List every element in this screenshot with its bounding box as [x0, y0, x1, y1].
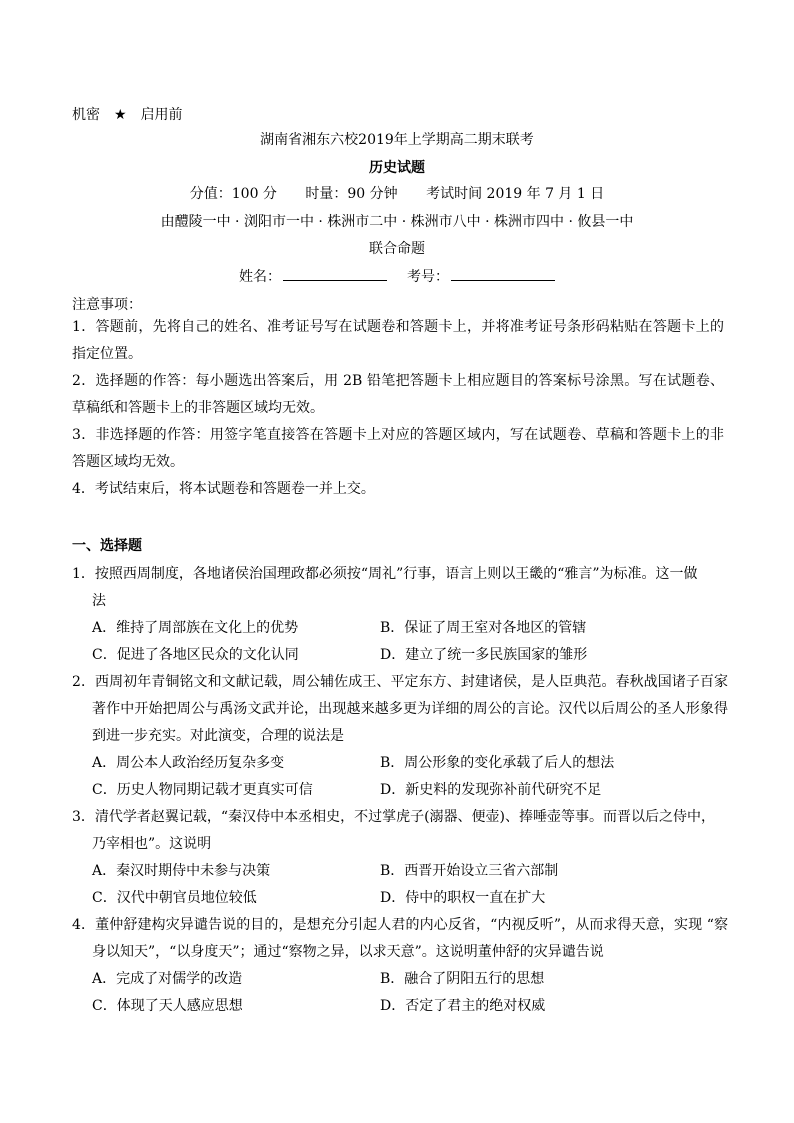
schools-line: 由醴陵一中 · 浏阳市一中 · 株洲市二中 · 株洲市八中 · 株洲市四中 · 攸县一中 [160, 214, 634, 230]
question-text: 4．董仲舒建构灾异谴告说的目的，是想充分引起人君的内心反省，“内视反听”，从而求得天意，实现 “察身以知天”，“以身度天”；通过“察物之异，以求天意”。这说明董仲舒的灾异谴告说 [72, 917, 728, 960]
option-a: A．维持了周部族在文化上的优势 [92, 620, 299, 636]
option-a: A．完成了对儒学的改造 [92, 971, 243, 987]
question-text: 3．清代学者赵翼记载，“秦汉侍中本丞相史，不过掌虎子(溺器、便壶)、捧唾壶等事。而晋以后之侍中， [72, 809, 715, 825]
exam-info [0, 183, 794, 203]
question-text-cont: 法 [92, 593, 106, 609]
number-blank[interactable] [451, 266, 555, 281]
question-stem [72, 669, 728, 750]
option-a: A．秦汉时期侍中未参与决策 [92, 863, 271, 879]
option-c: C．体现了天人感应思想 [92, 998, 243, 1014]
subject-title: 历史试题 [369, 160, 425, 176]
question-stem [72, 912, 728, 966]
option-d: D．侍中的职权一直在扩大 [380, 890, 546, 906]
option-c: C．汉代中朝官员地位较低 [92, 890, 257, 906]
option-d: D．建立了统一多民族国家的雏形 [380, 647, 588, 663]
section-title: 一、选择题 [72, 538, 142, 554]
number-label: 考号： [407, 269, 449, 285]
score-info: 分值：100 分 [189, 186, 277, 202]
option-a: A．周公本人政治经历复杂多变 [92, 755, 285, 771]
joint-line: 联合命题 [369, 241, 425, 257]
duration-info: 时量：90 分钟 [305, 186, 398, 202]
question-stem [72, 561, 728, 615]
note-item: 4．考试结束后，将本试题卷和答题卷一并上交。 [72, 481, 375, 497]
option-c: C．历史人物同期记载才更真实可信 [92, 782, 313, 798]
option-d: D．否定了君主的绝对权威 [380, 998, 546, 1014]
option-b: B．周公形象的变化承载了后人的想法 [380, 755, 615, 771]
candidate-info [0, 266, 794, 286]
option-d: D．新史料的发现弥补前代研究不足 [380, 782, 602, 798]
question-text: 2．西周初年青铜铭文和文献记载，周公辅佐成王、平定东方、封建诸侯，是人臣典范。春秋战国诸子百家著作中开始把周公与禹汤文武并论，出现越来越多更为详细的周公的言论。汉代以后周公的圣人形象得到进一步充实。对此演变，合理的说法是 [72, 674, 728, 744]
confidential-label: 机密 [72, 107, 100, 123]
exam-title: 湖南省湘东六校2019年上学期高二期末联考 [260, 132, 534, 148]
question-text-cont: 乃宰相也”。这说明 [92, 836, 212, 852]
note-item: 1．答题前，先将自己的姓名、准考证号写在试题卷和答题卡上，并将准考证号条形码粘贴在答题卡上的指定位置。 [72, 319, 724, 362]
star-icon: ★ [114, 107, 127, 123]
option-b: B．保证了周王室对各地区的管辖 [380, 620, 587, 636]
name-blank[interactable] [283, 266, 387, 281]
note-item: 2．选择题的作答：每小题选出答案后，用 2B 铅笔把答题卡上相应题目的答案标号涂黑。写在试题卷、草稿纸和答题卡上的非答题区域均无效。 [72, 373, 724, 416]
name-label: 姓名： [239, 269, 281, 285]
note-item: 3．非选择题的作答：用签字笔直接答在答题卡上对应的答题区域内，写在试题卷、草稿和答题卡上的非答题区域均无效。 [72, 427, 724, 470]
confidential-mark [72, 104, 183, 124]
option-b: B．西晋开始设立三省六部制 [380, 863, 559, 879]
option-b: B．融合了阴阳五行的思想 [380, 971, 545, 987]
option-c: C．促进了各地区民众的文化认同 [92, 647, 299, 663]
before-use-label: 启用前 [140, 107, 183, 123]
question-text: 1．按照西周制度，各地诸侯治国理政都必须按“周礼”行事，语言上则以王畿的“雅言”为标准。这一做 [72, 566, 698, 582]
date-info: 考试时间 2019 年 7 月 1 日 [426, 186, 605, 202]
question-stem [72, 804, 728, 858]
notes-title: 注意事项： [72, 297, 142, 313]
